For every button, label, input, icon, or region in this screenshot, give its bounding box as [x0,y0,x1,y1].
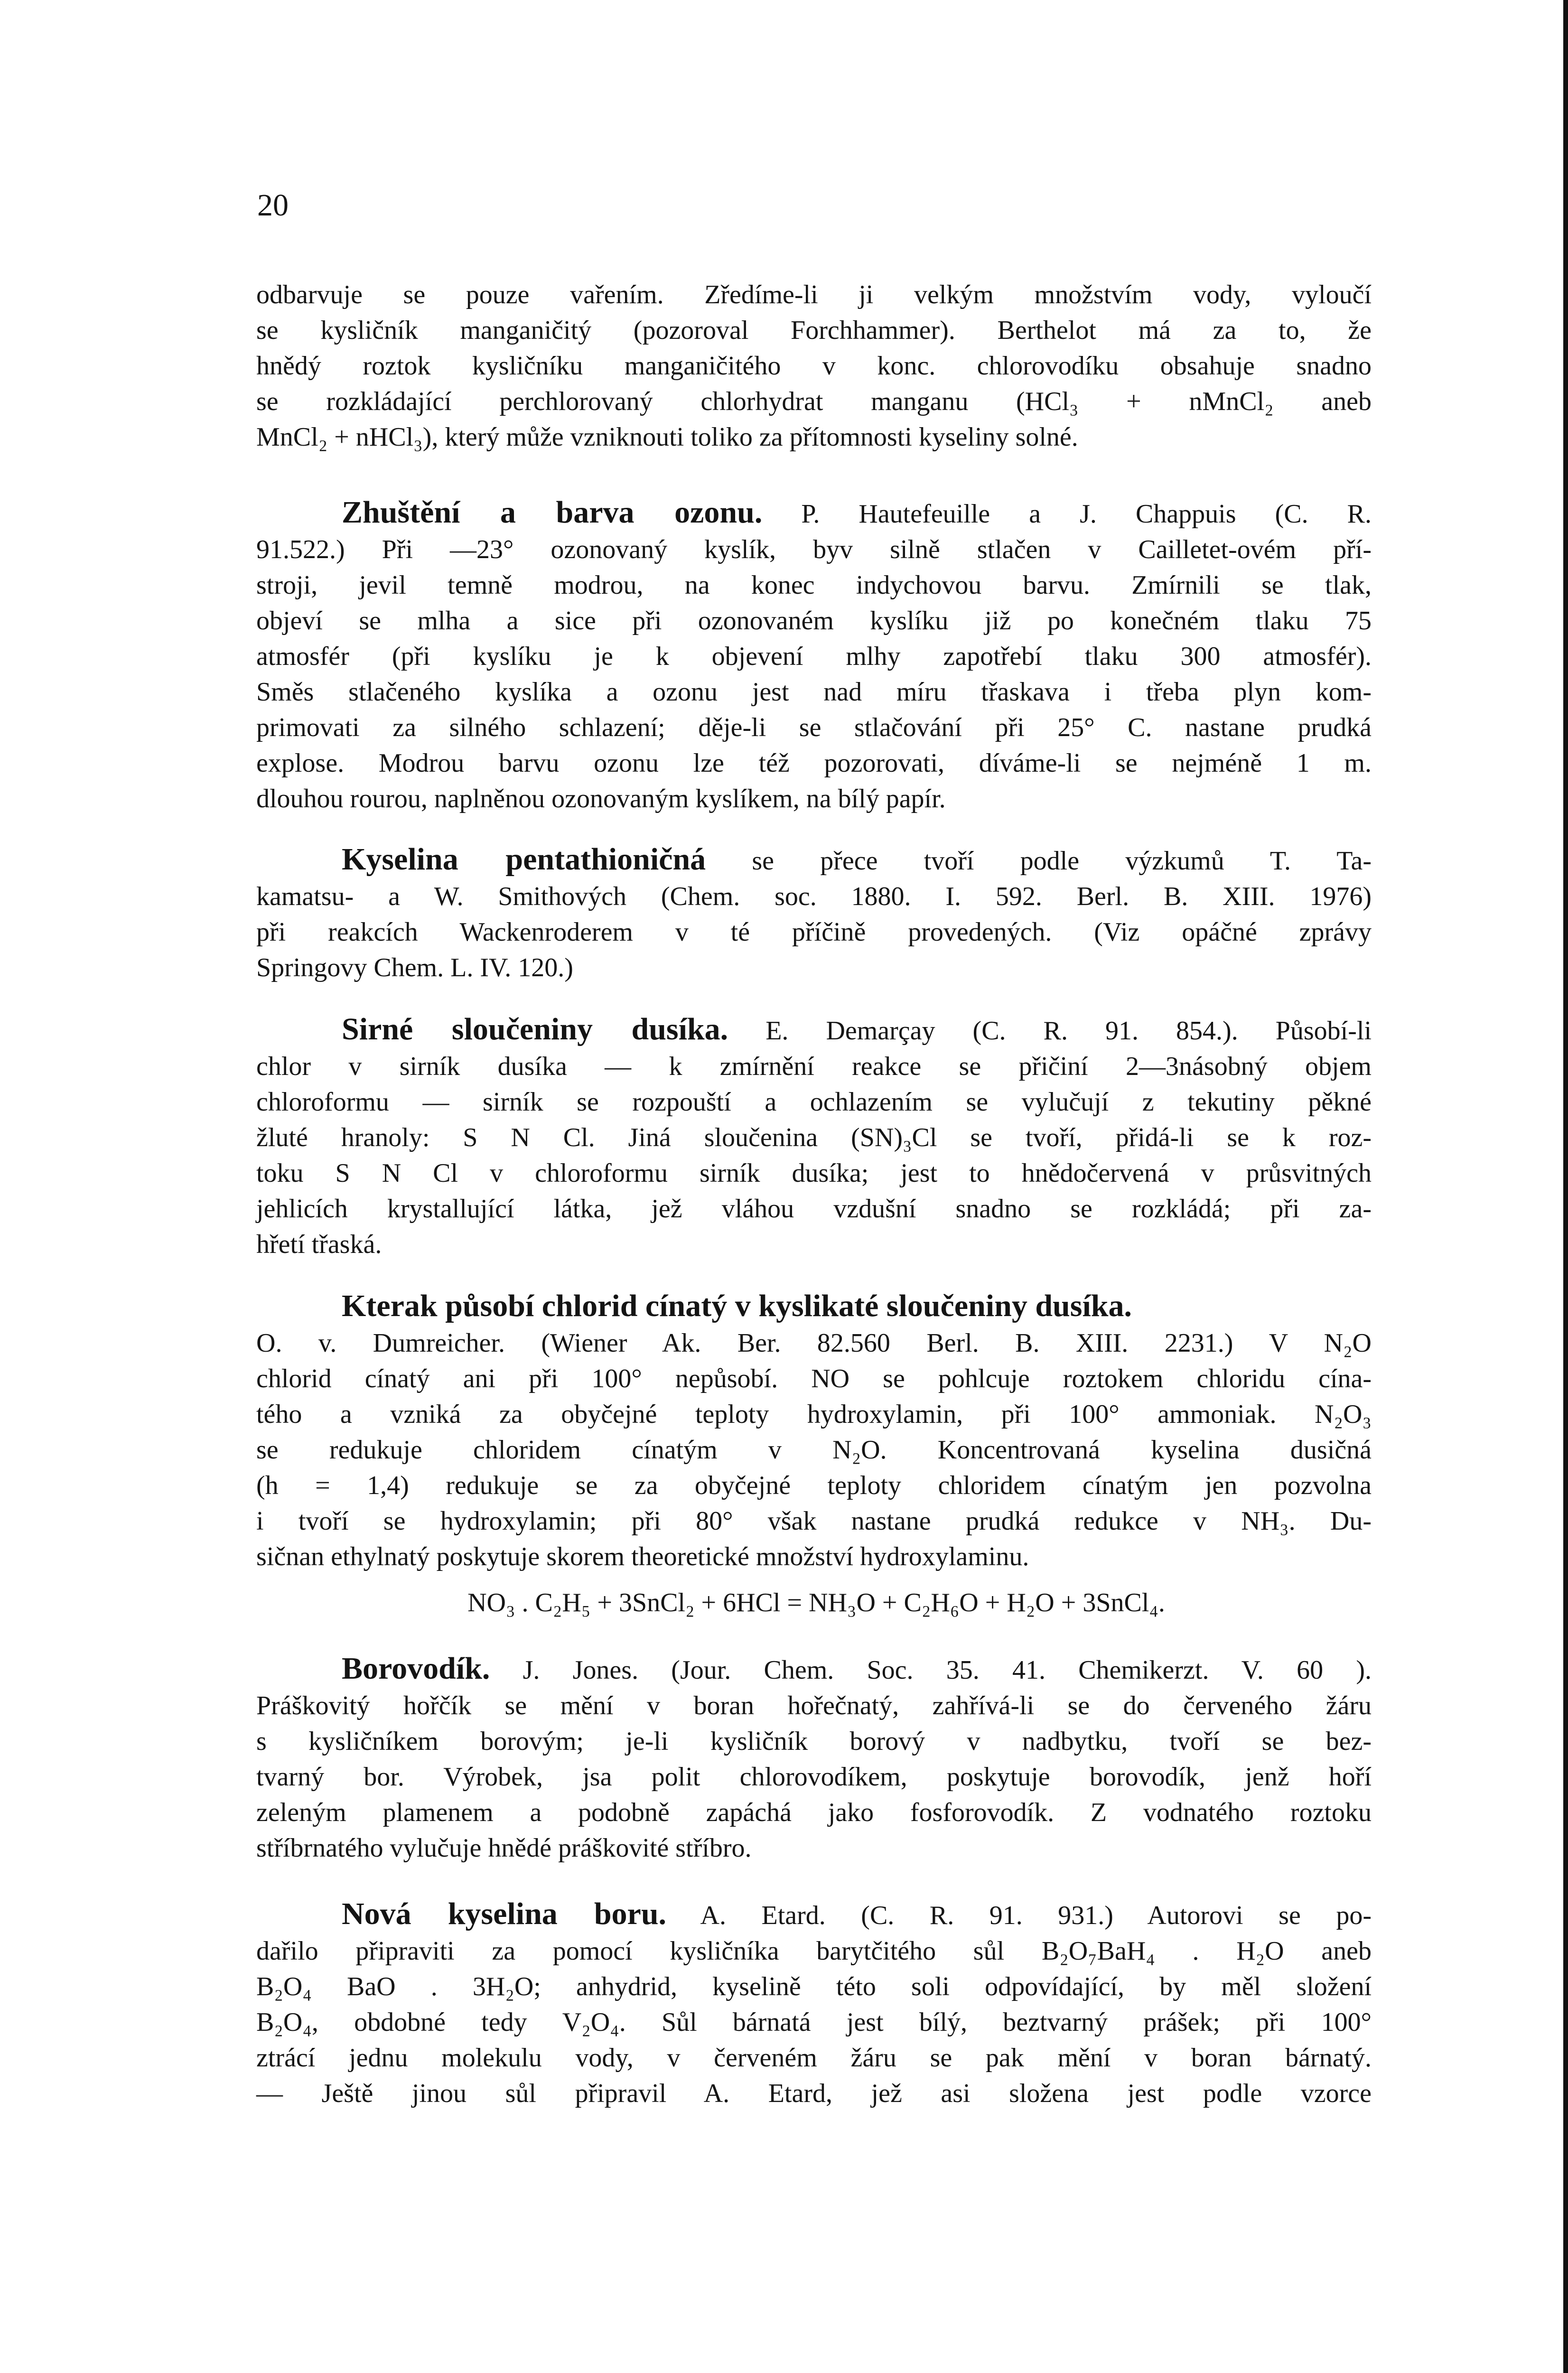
text-line: jehlicích krystallující látka, jež vláhou vzdušní snadno se rozkládá; při za- [256,1194,1372,1224]
section-heading: Borovodík. [342,1651,490,1686]
text-line: se rozkládající perchlorovaný chlorhydrat manganu (HCl₃ + nMnCl₂ aneb [256,387,1372,416]
text-line: explose. Modrou barvu ozonu lze též pozorovati, díváme-li se nejméně 1 m. [256,748,1372,778]
text-line: P. Hautefeuille a J. Chappuis (C. R. [801,499,1372,529]
paragraph-pentathionicna [256,841,1372,986]
heading-line [256,1288,1372,1326]
text-line: toku S N Cl v chloroformu sirník dusíka; jest to hnědočervená v průsvitných [256,1158,1372,1188]
paragraph-zhusteni [256,495,1372,817]
paragraph-boru [256,1896,1372,2111]
text-line: dlouhou rourou, naplněnou ozonovaným kyslíkem, na bílý papír. [256,784,946,813]
text-line: s kysličníkem borovým; je-li kysličník borový v nadbytku, tvoří se bez- [256,1727,1372,1756]
text-line: i tvoří se hydroxylamin; při 80° však nastane prudká redukce v NH₃. Du- [256,1506,1372,1536]
text-line: primovati za silného schlazení; děje-li se stlačování při 25° C. nastane prudká [256,713,1372,742]
paragraph-intro [256,277,1372,455]
section-heading: Kyselina pentathioničná [342,842,706,877]
text-line: se kysličník manganičitý (pozoroval Forchhammer). Berthelot má za to, že [256,316,1372,345]
text-line: MnCl₂ + nHCl₃), který může vzniknouti toliko za přítomnosti kyseliny solné. [256,422,1078,452]
text-line: ztrácí jednu molekulu vody, v červeném žáru se pak mění v boran bárnatý. [256,2043,1372,2073]
text-line: tvarný bor. Výrobek, jsa polit chlorovodíkem, poskytuje borovodík, jenž hoří [256,1762,1372,1792]
section-heading: Zhuštění a barva ozonu. [342,495,763,530]
text-line: objeví se mlha a sice při ozonovaném kyslíku již po konečném tlaku 75 [256,606,1372,635]
text-line: (h = 1,4) redukuje se za obyčejné teploty chloridem cínatým jen pozvolna [256,1471,1372,1500]
text-line: chlorid cínatý ani při 100° nepůsobí. NO se pohlcuje roztokem chloridu cína- [256,1364,1372,1393]
text-line: Springovy Chem. L. IV. 120.) [256,953,573,982]
text-line: při reakcích Wackenroderem v té příčině provedených. (Viz opáčné zprávy [256,917,1372,947]
text-line: A. Etard. (C. R. 91. 931.) Autorovi se po- [700,1901,1372,1930]
text-line: B₂O₄ BaO . 3H₂O; anhydrid, kyselině této soli odpovídající, by měl složení [256,1972,1372,2001]
section-heading: Nová kyselina boru. [342,1897,667,1931]
text-line: O. v. Dumreicher. (Wiener Ak. Ber. 82.560 Berl. B. XIII. 2231.) V N₂O [256,1328,1372,1358]
text-line: stroji, jevil temně modrou, na konec indychovou barvu. Zmírnili se tlak, [256,570,1372,600]
chemical-equation: NO₃ . C₂H₅ + 3SnCl₂ + 6HCl = NH₃O + C₂H₆O + H₂O + 3SnCl₄. [467,1588,1165,1617]
text-line: odbarvuje se pouze vařením. Zředíme-li ji velkým množstvím vody, vyloučí [256,280,1372,309]
text-line: kamatsu- a W. Smithových (Chem. soc. 1880. I. 592. Berl. B. XIII. 1976) [256,882,1372,911]
section-heading: Kterak působí chlorid cínatý v kyslikaté sloučeniny dusíka. [342,1289,1132,1323]
text-line: B₂O₄, obdobné tedy V₂O₄. Sůl bárnatá jest bílý, beztvarný prášek; při 100° [256,2008,1372,2037]
paragraph-borovodik [256,1651,1372,1866]
text-line: se přece tvoří podle výzkumů T. Ta- [752,846,1372,876]
text-line: chloroformu — sirník se rozpouští a ochlazením se vylučují z tekutiny pěkné [256,1087,1372,1117]
text-line: žluté hranoly: S N Cl. Jiná sloučenina (SN)₃Cl se tvoří, přidá-li se k roz- [256,1123,1372,1152]
text-line: chlor v sirník dusíka — k zmírnění reakce se přičiní 2—3násobný objem [256,1052,1372,1081]
text-line: tého a vzniká za obyčejné teploty hydroxylamin, při 100° ammoniak. N₂O₃ [256,1400,1372,1429]
page-number: 20 [257,188,289,223]
text-line: stříbrnatého vylučuje hnědé práškovité stříbro. [256,1833,752,1863]
text-line: E. Demarçay (C. R. 91. 854.). Působí-li [765,1016,1372,1046]
paragraph-cinaty [256,1288,1372,1575]
text-line: Práškovitý hořčík se mění v boran hořečnatý, zahřívá-li se do červeného žáru [256,1691,1372,1720]
text-line: sičnan ethylnatý poskytuje skorem theoretické množství hydroxylaminu. [256,1542,1029,1571]
heading-line [256,1896,1372,1934]
heading-line [256,1651,1372,1688]
heading-line [256,495,1372,532]
heading-line [256,841,1372,879]
paragraph-sirne [256,1011,1372,1262]
text-line: hřetí třaská. [256,1230,382,1259]
text-line: zeleným plamenem a podobně zapáchá jako fosforovodík. Z vodnatého roztoku [256,1798,1372,1827]
text-line: Směs stlačeného kyslíka a ozonu jest nad míru třaskava i třeba plyn kom- [256,677,1372,707]
text-line: hnědý roztok kysličníku manganičitého v konc. chlorovodíku obsahuje snadno [256,351,1372,381]
text-line: — Ještě jinou sůl připravil A. Etard, jež asi složena jest podle vzorce [256,2079,1372,2108]
section-heading: Sirné sloučeniny dusíka. [342,1012,728,1046]
text-line: J. Jones. (Jour. Chem. Soc. 35. 41. Chemikerzt. V. 60 ). [523,1655,1372,1685]
page-edge [1563,0,1568,2373]
text-line: se redukuje chloridem cínatým v N₂O. Koncentrovaná kyselina dusičná [256,1435,1372,1465]
text-line: atmosfér (při kyslíku je k objevení mlhy zapotřebí tlaku 300 atmosfér). [256,642,1372,671]
text-line: 91.522.) Při —23° ozonovaný kyslík, byv silně stlačen v Cailletet-ovém pří- [256,535,1372,564]
text-line: dařilo připraviti za pomocí kysličníka barytčitého sůl B₂O₇BaH₄ . H₂O aneb [256,1936,1372,1966]
heading-line [256,1011,1372,1049]
